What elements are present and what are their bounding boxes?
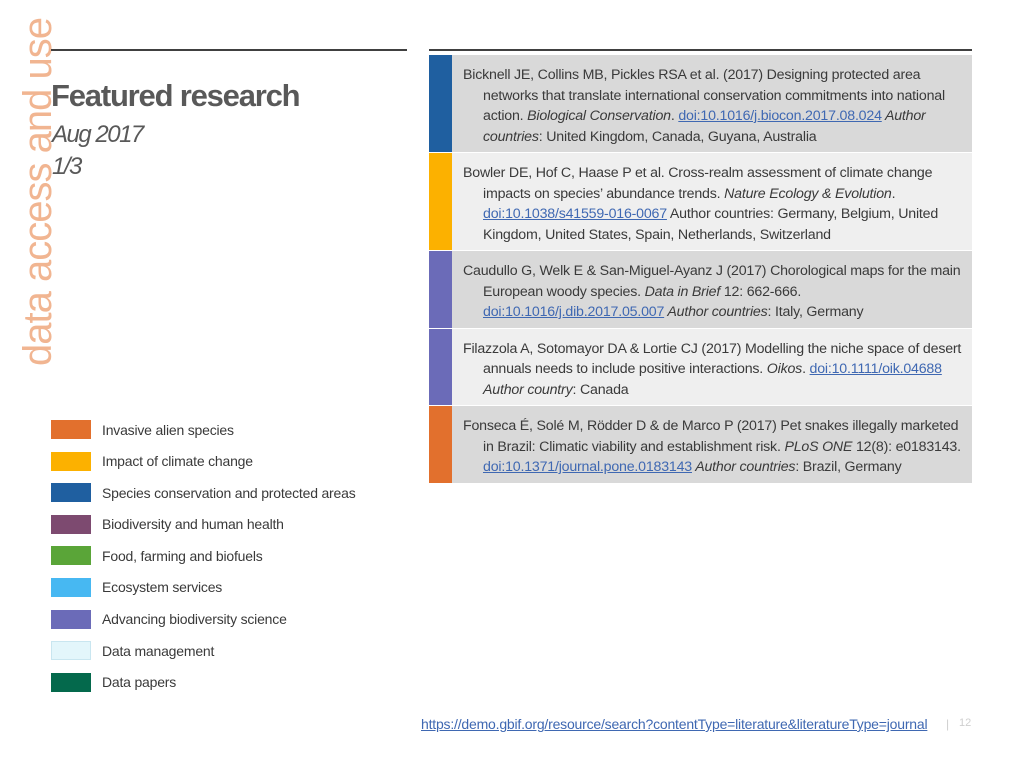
paper-countries: Author countries: Germany, Belgium, United Kingdom, United States, Spain, Netherlands, Switzerland [483, 206, 939, 243]
category-bar [429, 153, 452, 250]
paper-entry [429, 251, 972, 328]
legend-label: Species conservation and protected areas [102, 484, 356, 501]
category-bar [429, 251, 452, 328]
legend-label: Invasive alien species [102, 421, 234, 438]
legend-item [51, 482, 356, 503]
legend-label: Advancing biodiversity science [102, 611, 287, 628]
category-legend [51, 419, 356, 703]
paper-citation [452, 329, 972, 406]
paper-doi-link[interactable]: doi:10.1371/journal.pone.0183143 [483, 459, 692, 475]
legend-swatch [51, 420, 91, 439]
paper-authors: Caudullo G, Welk E & San-Miguel-Ayanz J (2017) Chorological maps for the main European woody species. [463, 263, 961, 300]
page-separator: | [946, 717, 950, 731]
paper-volume: 12: 662-666. [720, 283, 802, 300]
paper-entry [429, 153, 972, 250]
paper-citation [452, 55, 972, 152]
paper-authors: Bowler DE, Hof C, Haase P et al. Cross-realm assessment of climate change impacts on species’ abundance trends. [463, 165, 933, 202]
footer-literature-link[interactable]: https://demo.gbif.org/resource/search?contentType=literature&literatureType=journal [421, 716, 928, 732]
paper-countries: : United Kingdom, Canada, Guyana, Australia [538, 128, 817, 145]
left-divider [51, 49, 407, 51]
paper-journal: Biological Conservation [527, 108, 671, 124]
legend-swatch [51, 641, 91, 660]
legend-swatch [51, 610, 91, 629]
paper-volume: 12(8): e0183143. [852, 438, 961, 455]
paper-list [429, 55, 972, 484]
page-title: Featured research [51, 78, 300, 113]
paper-countries: : Brazil, Germany [795, 459, 902, 475]
legend-swatch [51, 515, 91, 534]
legend-item [51, 609, 356, 630]
paper-volume: . [670, 108, 679, 124]
paper-volume: . [802, 361, 810, 377]
paper-countries: : Italy, Germany [767, 304, 864, 320]
legend-item [51, 514, 356, 535]
paper-doi-link[interactable]: doi:10.1038/s41559-016-0067 [483, 206, 667, 222]
legend-item [51, 672, 356, 693]
legend-swatch [51, 546, 91, 565]
paper-countries-label: Author countries [691, 459, 796, 475]
paper-authors: Filazzola A, Sotomayor DA & Lortie CJ (2017) Modelling the niche space of desert annuals needs to include positive interactions. [463, 340, 962, 377]
paper-doi-link[interactable]: doi:10.1016/j.biocon.2017.08.024 [678, 108, 882, 124]
page-counter: 1/3 [52, 153, 81, 180]
paper-citation [452, 251, 972, 328]
right-divider [429, 49, 972, 51]
legend-label: Data management [102, 642, 215, 659]
paper-entry [429, 329, 972, 406]
paper-countries: : Canada [572, 381, 629, 398]
category-bar [429, 55, 452, 152]
category-bar [429, 329, 452, 406]
legend-label: Data papers [102, 674, 177, 691]
page-number: 12 [959, 717, 972, 729]
legend-label: Impact of climate change [102, 453, 253, 470]
legend-swatch [51, 483, 91, 502]
legend-swatch [51, 578, 91, 597]
legend-swatch [51, 673, 91, 692]
legend-item [51, 451, 356, 472]
paper-journal: Data in Brief [644, 283, 721, 300]
legend-swatch [51, 452, 91, 471]
paper-countries-label: Author countries [664, 304, 768, 320]
paper-countries-label: Author country [483, 381, 573, 398]
legend-item [51, 545, 356, 566]
legend-item [51, 640, 356, 661]
paper-journal: Oikos [766, 361, 803, 377]
paper-authors: Bicknell JE, Collins MB, Pickles RSA et al. (2017) Designing protected area networks that translate international conservation commitments into national action. [463, 67, 945, 124]
legend-label: Biodiversity and human health [102, 516, 284, 533]
paper-authors: Fonseca É, Solé M, Rödder D & de Marco P (2017) Pet snakes illegally marketed in Brazil: Climatic viability and establishment risk. [463, 418, 959, 455]
legend-label: Ecosystem services [102, 579, 223, 596]
paper-countries-label: Author countries [483, 108, 926, 145]
legend-item [51, 419, 356, 440]
page-subtitle-date: Aug 2017 [52, 121, 143, 148]
paper-doi-link[interactable]: doi:10.1111/oik.04688 [809, 361, 942, 377]
legend-item [51, 577, 356, 598]
paper-journal: Nature Ecology & Evolution [724, 185, 892, 202]
paper-entry [429, 406, 972, 483]
sidebar-vertical-title: data access and use [16, 18, 60, 366]
category-bar [429, 406, 452, 483]
paper-volume: . [891, 185, 896, 202]
paper-doi-link[interactable]: doi:10.1016/j.dib.2017.05.007 [483, 304, 665, 320]
paper-entry [429, 55, 972, 152]
legend-label: Food, farming and biofuels [102, 547, 263, 564]
paper-citation [452, 153, 972, 250]
paper-citation [452, 406, 972, 483]
paper-journal: PLoS ONE [784, 438, 853, 455]
